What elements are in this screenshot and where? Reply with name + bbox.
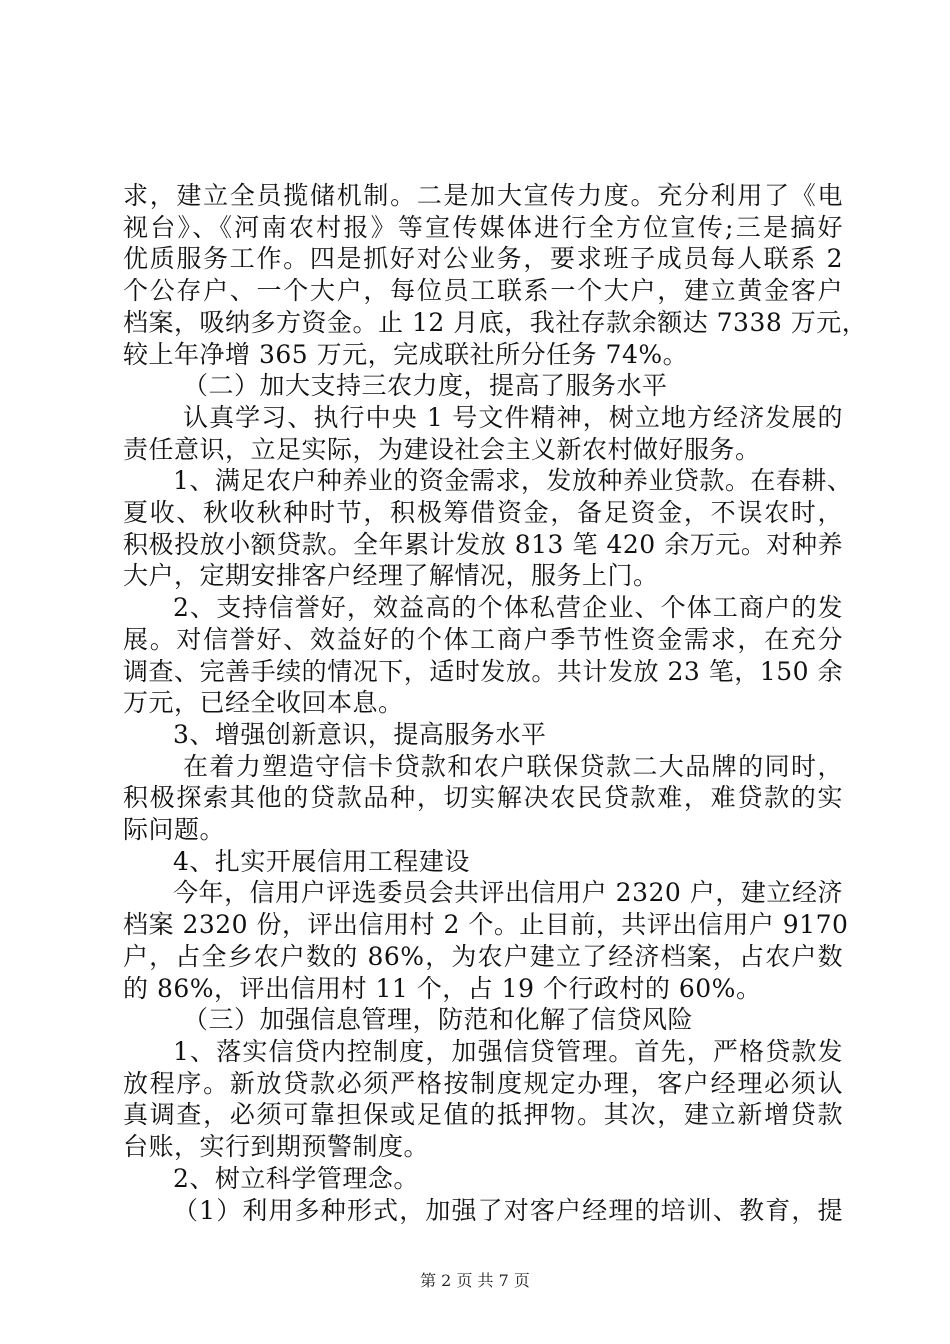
text-line: 积极投放小额贷款。全年累计发放 813 笔 420 余万元。对种养 (123, 529, 843, 559)
text-line: 责任意识，立足实际，为建设社会主义新农村做好服务。 (123, 434, 761, 464)
text-line: 今年，信用户评选委员会共评出信用户 2320 户，建立经济 (173, 878, 843, 908)
text-line: 的 86%，评出信用村 11 个，占 19 个行政村的 60%。 (123, 973, 762, 1003)
text-line: 真调查，必须可靠担保或足值的抵押物。其次，建立新增贷款 (123, 1100, 843, 1130)
text-line: 积极探索其他的贷款品种，切实解决农民贷款难，难贷款的实 (123, 783, 843, 813)
text-line: 较上年净增 365 万元，完成联社所分任务 74%。 (123, 339, 689, 369)
text-line: 调查、完善手续的情况下，适时发放。共计发放 23 笔，150 余 (123, 656, 843, 686)
text-line: 户，占全乡农户数的 86%，为农户建立了经济档案，占农户数 (123, 941, 843, 971)
text-line: 万元，已经全收回本息。 (123, 688, 404, 718)
section-heading: （三）加强信息管理，防范和化解了信贷风险 (183, 1005, 694, 1035)
text-line: 个公存户、一个大户，每位员工联系一个大户，建立黄金客户 (123, 276, 843, 306)
text-line: 4、扎实开展信用工程建设 (173, 846, 470, 876)
text-line: 放程序。新放贷款必须严格按制度规定办理，客户经理必须认 (123, 1068, 843, 1098)
section-heading: （二）加大支持三农力度，提高了服务水平 (183, 371, 668, 401)
text-line: 1、落实信贷内控制度，加强信贷管理。首先，严格贷款发 (173, 1036, 843, 1066)
text-line: 3、增强创新意识，提高服务水平 (173, 719, 547, 749)
text-line: 1、满足农户种养业的资金需求，发放种养业贷款。在春耕、 (173, 466, 853, 496)
text-line: 在着力塑造守信卡贷款和农户联保贷款二大品牌的同时， (183, 751, 843, 781)
text-line: 夏收、秋收秋种时节，积极筹借资金，备足资金，不误农时， (123, 498, 843, 528)
text-line: 认真学习、执行中央 1 号文件精神，树立地方经济发展的 (183, 402, 843, 432)
page-number-footer: 第 2 页 共 7 页 (420, 1271, 530, 1290)
text-line: 档案 2320 份，评出信用村 2 个。止目前，共评出信用户 9170 (123, 910, 849, 940)
text-line: 求，建立全员揽储机制。二是加大宣传力度。充分利用了《电 (123, 181, 843, 210)
text-line: 档案，吸纳多方资金。止 12 月底，我社存款余额达 7338 万元， (123, 307, 868, 337)
text-line: 2、支持信誉好，效益高的个体私营企业、个体工商户的发 (173, 593, 843, 623)
document-body (123, 180, 868, 1226)
text-line: 视台》、《河南农村报》等宣传媒体进行全方位宣传;三是搞好 (123, 212, 843, 242)
text-line: 大户，定期安排客户经理了解情况，服务上门。 (123, 561, 659, 591)
text-line: 2、树立科学管理念。 (173, 1163, 419, 1193)
text-line: 优质服务工作。四是抓好对公业务，要求班子成员每人联系 2 (123, 244, 843, 274)
text-line: 际问题。 (123, 815, 226, 845)
text-line: 台账，实行到期预警制度。 (123, 1132, 430, 1162)
text-line: 展。对信誉好、效益好的个体工商户季节性资金需求，在充分 (123, 624, 843, 654)
text-line: （1）利用多种形式，加强了对客户经理的培训、教育，提 (173, 1195, 843, 1225)
